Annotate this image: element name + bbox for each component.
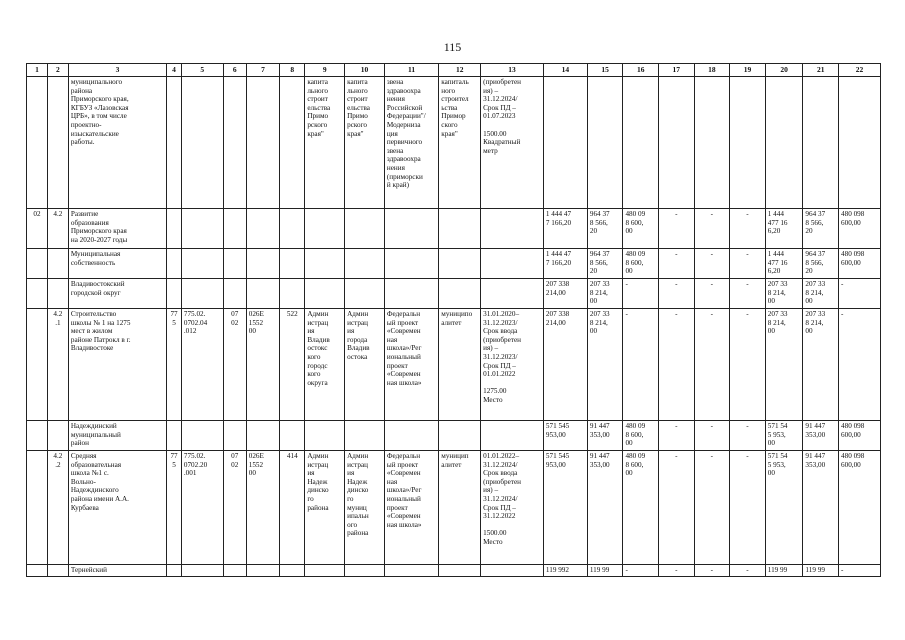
table-cell: 119 99 [803,565,839,577]
table-cell: 571 54 5 953, 00 [765,421,803,451]
table-cell [47,249,68,279]
column-header: 21 [803,64,839,77]
table-cell: - [730,565,766,577]
table-cell: - [730,421,766,451]
table-cell [481,279,544,309]
table-cell: - [623,279,659,309]
table-cell: 480 098 600,00 [839,209,881,249]
table-cell: Развитие образования Приморского края на 2020-2027 годы [68,209,166,249]
table-cell: - [839,565,881,577]
table-cell [439,565,481,577]
table-cell [181,77,223,209]
table-row [27,309,881,421]
column-header: 11 [384,64,438,77]
table-cell: - [730,249,766,279]
table-cell: 91 447 353,00 [803,421,839,451]
table-cell: 207 33 8 214, 00 [803,309,839,421]
column-header: 20 [765,64,803,77]
table-cell: - [659,309,695,421]
table-cell: 207 33 8 214, 00 [587,279,623,309]
column-header: 17 [659,64,695,77]
table-cell: 07 02 [223,451,246,565]
table-cell [47,421,68,451]
table-cell: 964 37 8 566, 20 [587,209,623,249]
table-cell [223,249,246,279]
column-header: 8 [280,64,305,77]
column-header: 16 [623,64,659,77]
table-cell [345,421,385,451]
table-cell: 119 99 [587,565,623,577]
table-cell [384,565,438,577]
table-cell: - [623,309,659,421]
table-cell: Надеждинский муниципальный район [68,421,166,451]
table-cell: 1 444 477 16 6,20 [765,209,803,249]
table-row [27,249,881,279]
table-cell [384,249,438,279]
table-cell: 77 5 [167,451,182,565]
table-cell: 207 33 8 214, 00 [803,279,839,309]
table-cell [439,209,481,249]
table-cell [305,565,345,577]
table-cell: - [839,279,881,309]
column-header: 18 [694,64,730,77]
table-cell [481,565,544,577]
table-cell: 480 09 8 600, 00 [623,249,659,279]
table-cell [305,421,345,451]
table-cell [47,77,68,209]
table-cell: Муниципальная собственность [68,249,166,279]
table-cell [280,209,305,249]
table-cell: муниципального района Приморского края, КГБУЗ «Лазовская ЦРБ», в том числе проектно- изыскательские работы. [68,77,166,209]
table-cell [167,77,182,209]
table-cell: 414 [280,451,305,565]
table-cell: - [730,309,766,421]
table-cell [223,421,246,451]
table-cell: - [694,565,730,577]
table-cell [246,421,279,451]
table-cell: (приобретен ия) – 31.12.2024/ Срок ПД – 01.07.2023 1500.00 Квадратный метр [481,77,544,209]
table-cell [543,77,587,209]
table-cell: - [659,279,695,309]
column-header: 5 [181,64,223,77]
table-cell: 571 545 953,00 [543,451,587,565]
table-cell [839,77,881,209]
table-cell [280,421,305,451]
table-cell: Федеральн ый проект «Современ ная школа»/Рег иональный проект «Современ ная школа» [384,309,438,421]
table-cell: - [730,209,766,249]
table-cell: муницип алитет [439,451,481,565]
table-cell: 480 098 600,00 [839,451,881,565]
table-cell: 026E 1552 00 [246,309,279,421]
table-cell [305,279,345,309]
table-cell: звена здравоохра нения Российской Федерации"/ Модерниза ция первичного звена здравоохра нения (приморски й край) [384,77,438,209]
column-header: 3 [68,64,166,77]
table-cell: 571 545 953,00 [543,421,587,451]
table-cell [246,77,279,209]
table-cell: - [694,309,730,421]
column-header: 1 [27,64,48,77]
table-cell [246,249,279,279]
table-cell [167,209,182,249]
table-cell: 571 54 5 953, 00 [765,451,803,565]
table-cell: 480 098 600,00 [839,421,881,451]
table-cell [280,249,305,279]
table-cell: муниципо алитет [439,309,481,421]
table-cell [27,279,48,309]
table-cell [47,565,68,577]
table-cell [223,77,246,209]
table-cell: 480 09 8 600, 00 [623,209,659,249]
table-cell [27,421,48,451]
table-cell: - [694,279,730,309]
table-cell [439,249,481,279]
table-cell [280,77,305,209]
table-cell [246,279,279,309]
table-row [27,565,881,577]
table-cell: 4.2 [47,209,68,249]
table-cell: Админ истрац ия Надеж динско го муниц ипальн ого района [345,451,385,565]
table-cell [694,77,730,209]
table-cell: - [659,249,695,279]
table-cell: - [659,421,695,451]
table-cell: 207 338 214,00 [543,279,587,309]
table-cell [481,421,544,451]
table-cell: 775.02. 0702.20 .001 [181,451,223,565]
table-cell: 964 37 8 566, 20 [587,249,623,279]
column-header: 14 [543,64,587,77]
table-cell: Админ истрац ия города Владив остока [345,309,385,421]
table-cell: 77 5 [167,309,182,421]
table-cell [765,77,803,209]
table-cell: 07 02 [223,309,246,421]
table-cell: - [659,209,695,249]
table-cell [246,209,279,249]
table-cell: Админ истрац ия Владив остокс кого городс кого округа [305,309,345,421]
table-cell: 31.01.2020– 31.12.2023/ Срок ввода (приобретен ия) – 31.12.2023/ Срок ПД – 01.01.2022 1275.00 Место [481,309,544,421]
data-table [26,63,881,577]
table-cell: 119 99 [765,565,803,577]
table-cell [47,279,68,309]
table-cell: Админ истрац ия Надеж динско го района [305,451,345,565]
table-cell: 4.2 .1 [47,309,68,421]
table-cell: 02 [27,209,48,249]
table-cell [223,209,246,249]
column-header: 10 [345,64,385,77]
table-cell [167,279,182,309]
table-cell [803,77,839,209]
table-cell: - [730,279,766,309]
table-row [27,451,881,565]
table-cell [481,249,544,279]
table-cell: - [694,249,730,279]
table-cell [305,209,345,249]
table-cell [345,249,385,279]
table-cell [246,565,279,577]
table-cell: капиталь ного строител ьства Примор ского края" [439,77,481,209]
table-cell [659,77,695,209]
table-cell: - [659,565,695,577]
table-cell [27,451,48,565]
table-cell: - [694,209,730,249]
table-cell: 207 33 8 214, 00 [765,309,803,421]
table-cell: 026E 1552 00 [246,451,279,565]
table-cell [384,209,438,249]
table-cell [167,249,182,279]
table-cell: 4.2 .2 [47,451,68,565]
table-cell: 119 992 [543,565,587,577]
column-header: 15 [587,64,623,77]
table-row [27,209,881,249]
column-header: 19 [730,64,766,77]
table-cell [223,565,246,577]
table-cell: Средняя образовательная школа №1 с. Вольно- Надеждинского района имени А.А. Курбаева [68,451,166,565]
table-cell: 207 338 214,00 [543,309,587,421]
table-cell: - [659,451,695,565]
table-cell: - [623,565,659,577]
table-cell: 964 37 8 566, 20 [803,249,839,279]
table-cell [223,279,246,309]
table-cell [181,421,223,451]
table-cell: 1 444 47 7 166,20 [543,249,587,279]
table-cell [181,209,223,249]
table-cell [167,421,182,451]
table-cell: 01.01.2022– 31.12.2024/ Срок ввода (приобретен ия) – 31.12.2024/ Срок ПД – 31.12.2022 1500.00 Место [481,451,544,565]
table-cell: Владивостокский городской округ [68,279,166,309]
table-cell: капита льного строит ельства Примо рского края" [345,77,385,209]
table-cell [587,77,623,209]
table-cell [181,249,223,279]
table-cell [27,565,48,577]
table-cell: 207 33 8 214, 00 [765,279,803,309]
table-cell [27,309,48,421]
table-cell: 91 447 353,00 [803,451,839,565]
page-number: 115 [443,40,462,54]
table-cell [181,279,223,309]
table-cell: 480 09 8 600, 00 [623,421,659,451]
table-cell: Строительство школы № 1 на 1275 мест в жилом районе Патрокл в г. Владивостоке [68,309,166,421]
table-cell: - [839,309,881,421]
table-cell [481,209,544,249]
table-cell [181,565,223,577]
table-cell [384,421,438,451]
column-header: 12 [439,64,481,77]
table-cell [27,77,48,209]
table-cell [305,249,345,279]
column-header: 6 [223,64,246,77]
table-cell: 1 444 477 16 6,20 [765,249,803,279]
table-cell [345,209,385,249]
table-cell: 480 098 600,00 [839,249,881,279]
column-header: 4 [167,64,182,77]
column-header: 2 [47,64,68,77]
table-cell: 480 09 8 600, 00 [623,451,659,565]
column-header: 7 [246,64,279,77]
table-cell: 91 447 353,00 [587,421,623,451]
table-cell: Федеральн ый проект «Современ ная школа»/Рег иональный проект «Современ ная школа» [384,451,438,565]
table-row [27,421,881,451]
table-cell: 775.02. 0702.04 .012 [181,309,223,421]
table-cell [439,279,481,309]
table-cell: - [694,451,730,565]
table-row [27,77,881,209]
table-cell [280,279,305,309]
table-cell [167,565,182,577]
table-cell: 522 [280,309,305,421]
column-header: 13 [481,64,544,77]
table-cell: Тернейский [68,565,166,577]
header-row [27,64,881,77]
column-header: 22 [839,64,881,77]
table-cell: - [730,451,766,565]
table-cell [730,77,766,209]
table-cell [623,77,659,209]
table-cell [384,279,438,309]
table-cell: 964 37 8 566, 20 [803,209,839,249]
table-cell [345,279,385,309]
table-cell [27,249,48,279]
table-cell: 91 447 353,00 [587,451,623,565]
table-cell [280,565,305,577]
column-header: 9 [305,64,345,77]
table-cell: - [694,421,730,451]
table-row [27,279,881,309]
table-cell [439,421,481,451]
table-cell: капита льного строит ельства Примо рского края" [305,77,345,209]
table-cell: 207 33 8 214, 00 [587,309,623,421]
table-cell: 1 444 47 7 166,20 [543,209,587,249]
table-cell [345,565,385,577]
